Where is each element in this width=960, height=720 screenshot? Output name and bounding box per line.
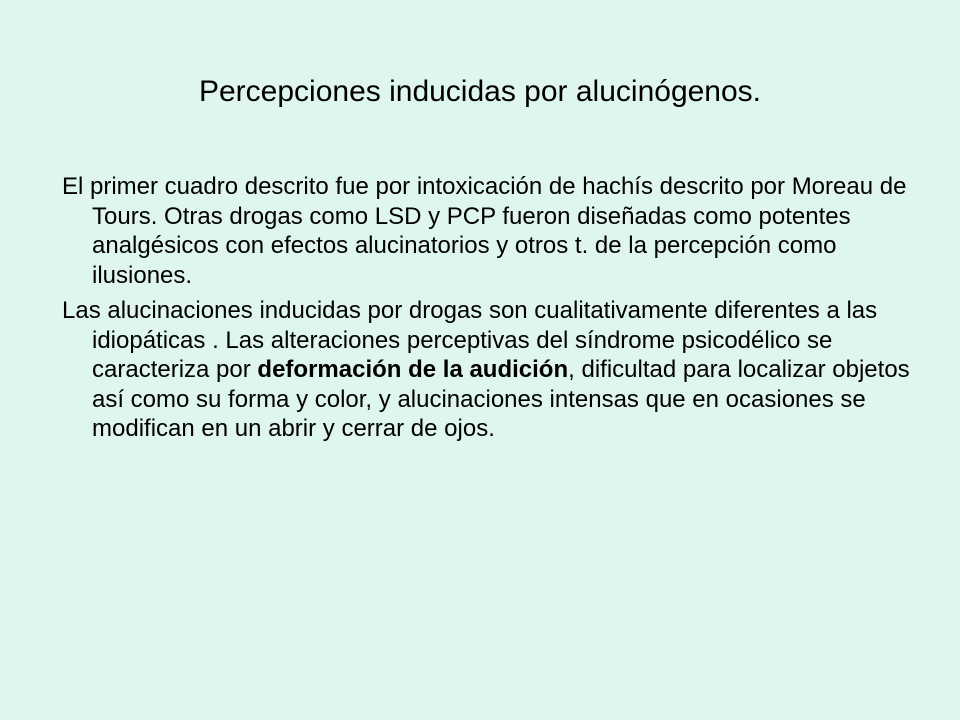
paragraph-2-text-start: Las alucinaciones inducidas por drogas son cualitativamente diferentes a las idiopáticas . Las alteraciones perceptivas del síndrome psicodélico se caracteriza por xyxy=(62,297,878,383)
paragraph-2 xyxy=(62,296,922,444)
paragraph-2-text-end: , dificultad para localizar objetos así como su forma y color, y alucinaciones intensas que en ocasiones se modifican en un abrir y cerrar de ojos. xyxy=(92,356,910,442)
paragraph-2-bold-text: deformación de la audición xyxy=(257,356,569,383)
slide-body xyxy=(62,172,922,450)
slide-title: Percepciones inducidas por alucinógenos. xyxy=(198,75,762,108)
paragraph-1: El primer cuadro descrito fue por intoxicación de hachís descrito por Moreau de Tours. Otras drogas como LSD y PCP fueron diseñadas como potentes analgésicos con efectos alucinatorios y otros t. de la percepción como ilusiones. xyxy=(62,173,907,289)
